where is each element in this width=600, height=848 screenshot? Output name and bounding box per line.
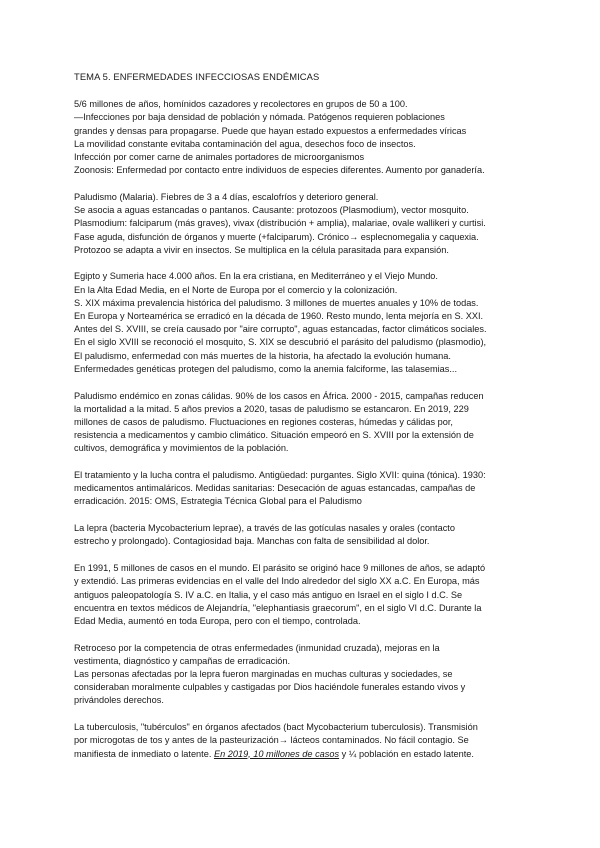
text-line: vestimenta, diagnóstico y campañas de erradicación. [74, 655, 291, 666]
paragraph-prehistory [74, 98, 528, 177]
text-line: Antes del S. XVIII, se creía causado por "aire corrupto", aguas estancadas, factor climáticos sociales. [74, 324, 487, 335]
text-line: Zoonosis: Enfermedad por contacto entre individuos de especies diferentes. Aumento por ganadería. [74, 165, 485, 176]
text-line: millones de casos de paludismo. Fluctuaciones en regiones costeras, húmedas y cálidas por, [74, 416, 453, 427]
text-line: privándoles derechos. [74, 695, 164, 706]
text-line: Enfermedades genéticas protegen del paludismo, como la anemia falciforme, las talasemias... [74, 363, 458, 374]
text-line: 5/6 millones de años, homínidos cazadores y recolectores en grupos de 50 a 100. [74, 99, 408, 110]
text-line: La lepra (bacteria Mycobacterium leprae), a través de las gotículas nasales y orales (contacto [74, 523, 455, 534]
text-line: Retroceso por la competencia de otras enfermedades (inmunidad cruzada), mejoras en la [74, 642, 440, 653]
text-line: En el siglo XVIII se reconoció el mosquito, S. XIX se descubrió el parásito del paludismo (plasmodio), [74, 337, 487, 348]
text-line: medicamentos antimaláricos. Medidas sanitarias: Desecación de aguas estancadas, campañas de [74, 483, 476, 494]
text-line: Edad Media, aumentó en toda Europa, pero con el tiempo, controlada. [74, 615, 361, 626]
text-line: grandes y densas para propagarse. Puede que hayan estado expuestos a enfermedades víricas [74, 125, 467, 136]
text-line: Paludismo (Malaria). Fiebres de 3 a 4 días, escalofríos y deterioro general. [74, 191, 379, 202]
text-line: Protozoo se adapta a vivir en insectos. Se multiplica en la célula parasitada para expansión. [74, 244, 449, 255]
text-line: cultivos, demográfica y movimientos de la población. [74, 443, 289, 454]
cases-2019-link[interactable]: En 2019, 10 millones de casos [213, 748, 340, 759]
text-line: Se asocia a aguas estancadas o pantanos. Causante: protozoos (Plasmodium), vector mosquito. [74, 205, 469, 216]
paragraph-leprosy-history [74, 562, 528, 628]
text-line: erradicación. 2015: OMS, Estrategia Técnica Global para el Paludismo [74, 496, 362, 507]
paragraph-malaria-history [74, 270, 528, 376]
paragraph-malaria-treatment [74, 469, 528, 509]
text-line: encuentra en textos médicos de Alejandría, "elephantiasis graecorum", en el siglo VI d.C. Durante la [74, 602, 482, 613]
text-line: Las personas afectadas por la lepra fueron marginadas en muchas culturas y sociedades, se [74, 669, 453, 680]
text-line: la mortalidad a la mitad. 5 años previos a 2020, tasas de paludismo se estancaron. En 2019, 229 [74, 403, 469, 414]
text-segment: y ¼ población en estado latente. [339, 748, 474, 759]
text-line: resistencia a medicamentos y cambio climático. Situación empeoró en S. XVIII por la extensión de [74, 430, 474, 441]
text-line: estrecho y prolongado). Contagiosidad baja. Manchas con falta de sensibilidad al dolor. [74, 536, 430, 547]
text-line: —Infecciones por baja densidad de población y nómada. Patógenos requieren poblaciones [74, 112, 445, 123]
text-line: y extendió. Las primeras evidencias en el valle del Indo alrededor del siglo XX a.C. En Europa, más [74, 576, 480, 587]
text-line: Infección por comer carne de animales portadores de microorganismos [74, 152, 365, 163]
text-line: En la Alta Edad Media, en el Norte de Europa por el comercio y la colonización. [74, 284, 398, 295]
paragraph-tuberculosis [74, 721, 528, 761]
paragraph-leprosy-definition [74, 522, 528, 548]
text-line: Egipto y Sumeria hace 4.000 años. En la era cristiana, en Mediterráneo y el Viejo Mundo. [74, 271, 438, 282]
text-line-with-link [74, 748, 528, 761]
document-title: TEMA 5. ENFERMEDADES INFECCIOSAS ENDÉMICAS [74, 71, 320, 82]
text-line: La movilidad constante evitaba contaminación del agua, desechos foco de insectos. [74, 138, 416, 149]
paragraph-leprosy-decline [74, 642, 528, 708]
text-line: En 1991, 5 millones de casos en el mundo. El parásito se originó hace 9 millones de años, se adaptó [74, 563, 486, 574]
text-line: consideraban moralmente culpables y castigadas por Dios haciéndole funerales estando vivos y [74, 682, 466, 693]
text-line: El paludismo, enfermedad con más muertes de la historia, ha afectado la evolución humana. [74, 350, 451, 361]
text-line: Plasmodium: falciparum (más graves), vivax (distribución + amplia), malariae, ovale wallikeri y curtisi. [74, 218, 486, 229]
text-line: La tuberculosis, "tubérculos" en órganos afectados (bact Mycobacterium tuberculosis). Transmisión [74, 722, 478, 733]
text-line: En Europa y Norteamérica se erradicó en la década de 1960. Resto mundo, lenta mejoría en S. XXI. [74, 311, 484, 322]
text-line: por microgotas de tos y antes de la pasteurización→ lácteos contaminados. No fácil contagio. Se [74, 735, 469, 746]
paragraph-malaria-endemic [74, 390, 528, 456]
text-line: S. XIX máxima prevalencia histórica del paludismo. 3 millones de muertes anuales y 10% de todas. [74, 297, 479, 308]
text-line: Fase aguda, disfunción de órganos y muerte (+falciparum). Crónico→ esplecnomegalia y caquexia. [74, 231, 479, 242]
text-line: Paludismo endémico en zonas cálidas. 90% de los casos en África. 2000 - 2015, campañas reducen [74, 390, 484, 401]
text-line: antiguos paleopatología S. IV a.C. en Italia, y el caso más antiguo en Israel en el siglo I d.C. Se [74, 589, 463, 600]
text-segment: manifiesta de inmediato o latente. [74, 748, 214, 759]
paragraph-malaria-definition [74, 191, 528, 257]
text-line: El tratamiento y la lucha contra el paludismo. Antigüedad: purgantes. Siglo XVII: quina (tónica). 1930: [74, 470, 486, 481]
